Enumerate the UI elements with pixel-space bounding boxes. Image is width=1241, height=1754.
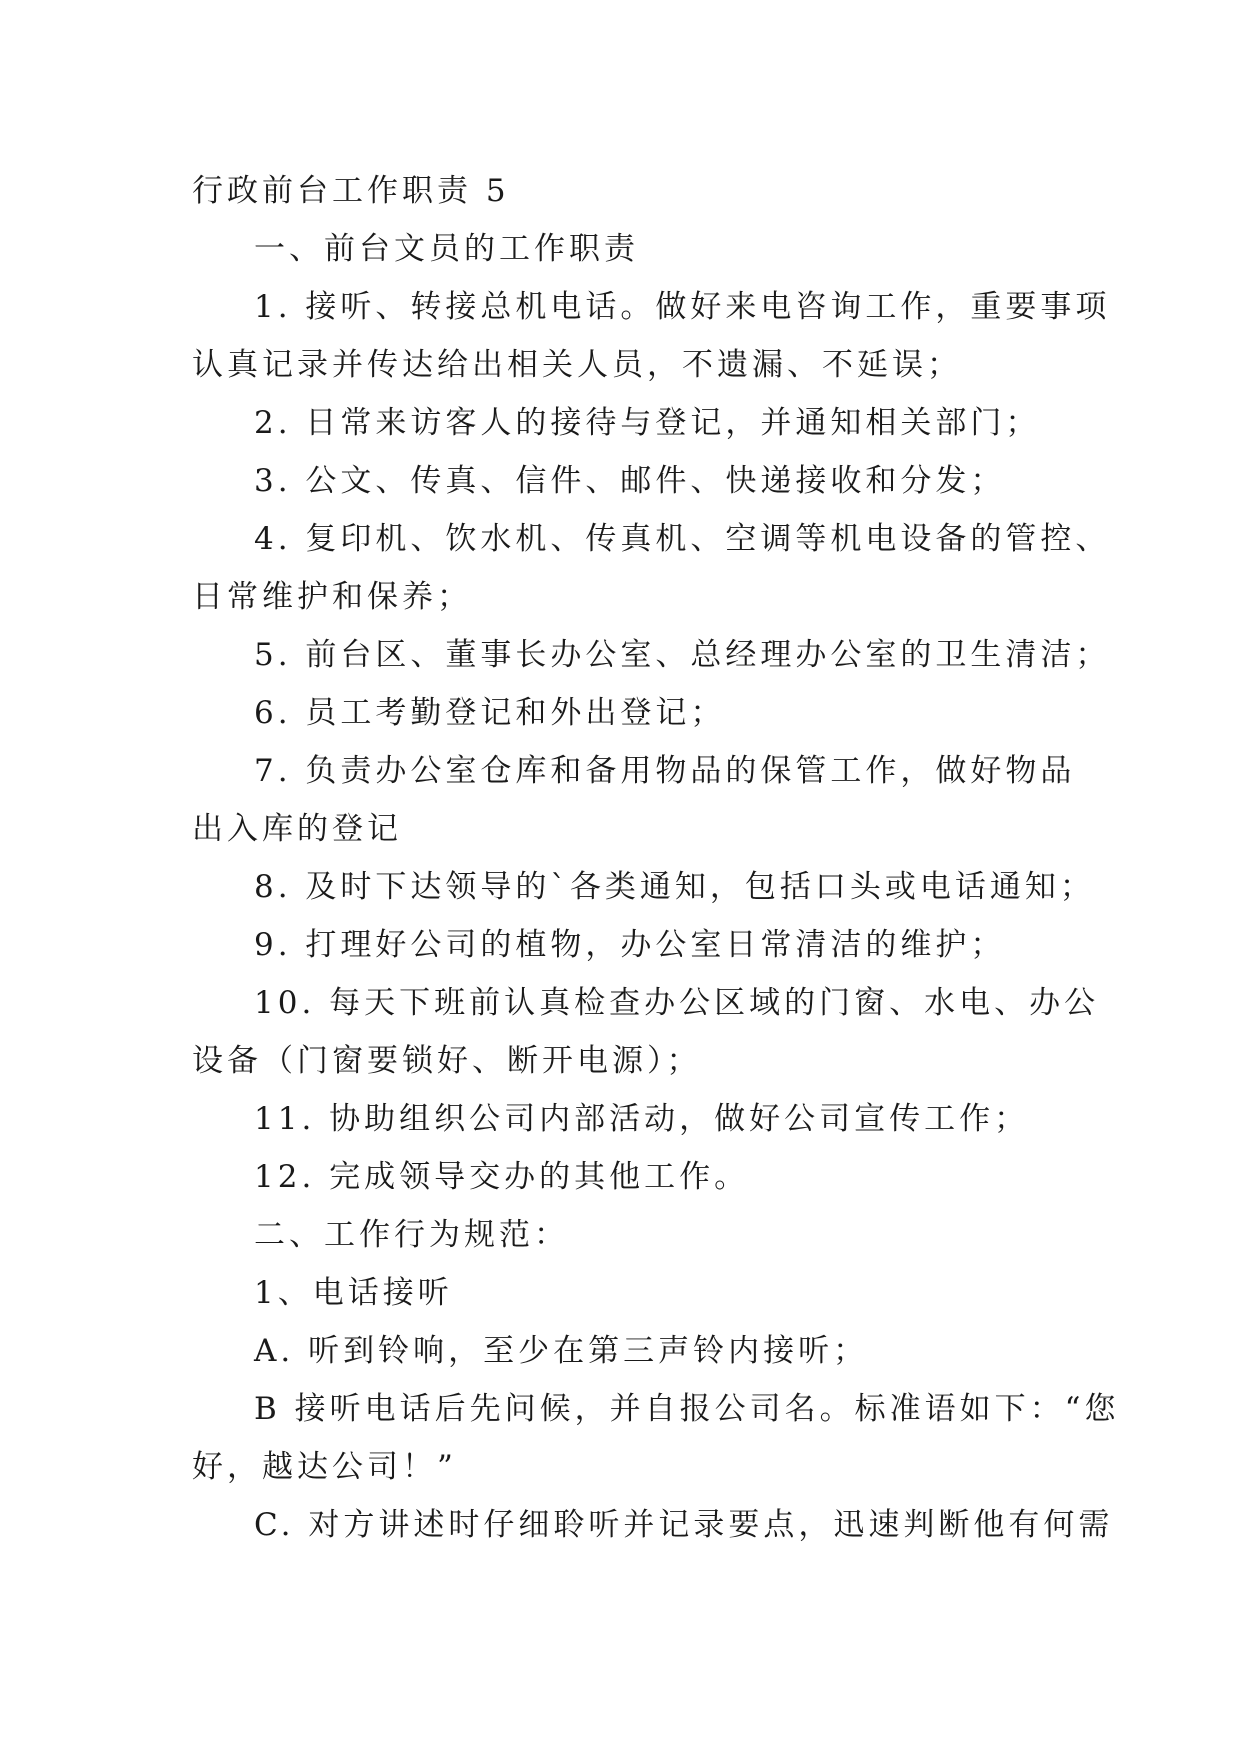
paragraph-line: 4. 复印机、饮水机、传真机、空调等机电设备的管控、 [254, 521, 1111, 557]
paragraph-line: 好，越达公司！” [192, 1449, 457, 1485]
subsection-heading: 1、电话接听 [254, 1275, 453, 1311]
section-heading: 一、前台文员的工作职责 [254, 231, 639, 267]
paragraph-line: 日常维护和保养； [192, 579, 472, 615]
paragraph-line: C. 对方讲述时仔细聆听并记录要点，迅速判断他有何需 [254, 1507, 1114, 1543]
paragraph-line: 8. 及时下达领导的`各类通知，包括口头或电话通知； [254, 869, 1095, 905]
paragraph-line: 3. 公文、传真、信件、邮件、快递接收和分发； [254, 463, 1006, 499]
paragraph-line: 5. 前台区、董事长办公室、总经理办公室的卫生清洁； [254, 637, 1111, 673]
paragraph-line: 出入库的登记 [192, 811, 402, 847]
paragraph-line: 设备（门窗要锁好、断开电源）； [192, 1043, 702, 1079]
paragraph-line: 9. 打理好公司的植物，办公室日常清洁的维护； [254, 927, 1006, 963]
paragraph-line: A. 听到铃响，至少在第三声铃内接听； [254, 1333, 869, 1369]
section-heading: 二、工作行为规范： [254, 1217, 569, 1253]
paragraph-line: B 接听电话后先问候，并自报公司名。标准语如下：“您 [254, 1391, 1120, 1427]
paragraph-line: 7. 负责办公室仓库和备用物品的保管工作，做好物品 [254, 753, 1076, 789]
document-title: 行政前台工作职责 5 [192, 173, 510, 209]
paragraph-line: 10. 每天下班前认真检查办公区域的门窗、水电、办公 [254, 985, 1100, 1021]
paragraph-line: 2. 日常来访客人的接待与登记，并通知相关部门； [254, 405, 1041, 441]
paragraph-line: 认真记录并传达给出相关人员，不遗漏、不延误； [192, 347, 962, 383]
paragraph-line: 11. 协助组织公司内部活动，做好公司宣传工作； [254, 1101, 1030, 1137]
paragraph-line: 6. 员工考勤登记和外出登记； [254, 695, 726, 731]
paragraph-line: 1. 接听、转接总机电话。做好来电咨询工作，重要事项 [254, 289, 1111, 325]
paragraph-line: 12. 完成领导交办的其他工作。 [254, 1159, 750, 1195]
document-body [192, 162, 1120, 1554]
